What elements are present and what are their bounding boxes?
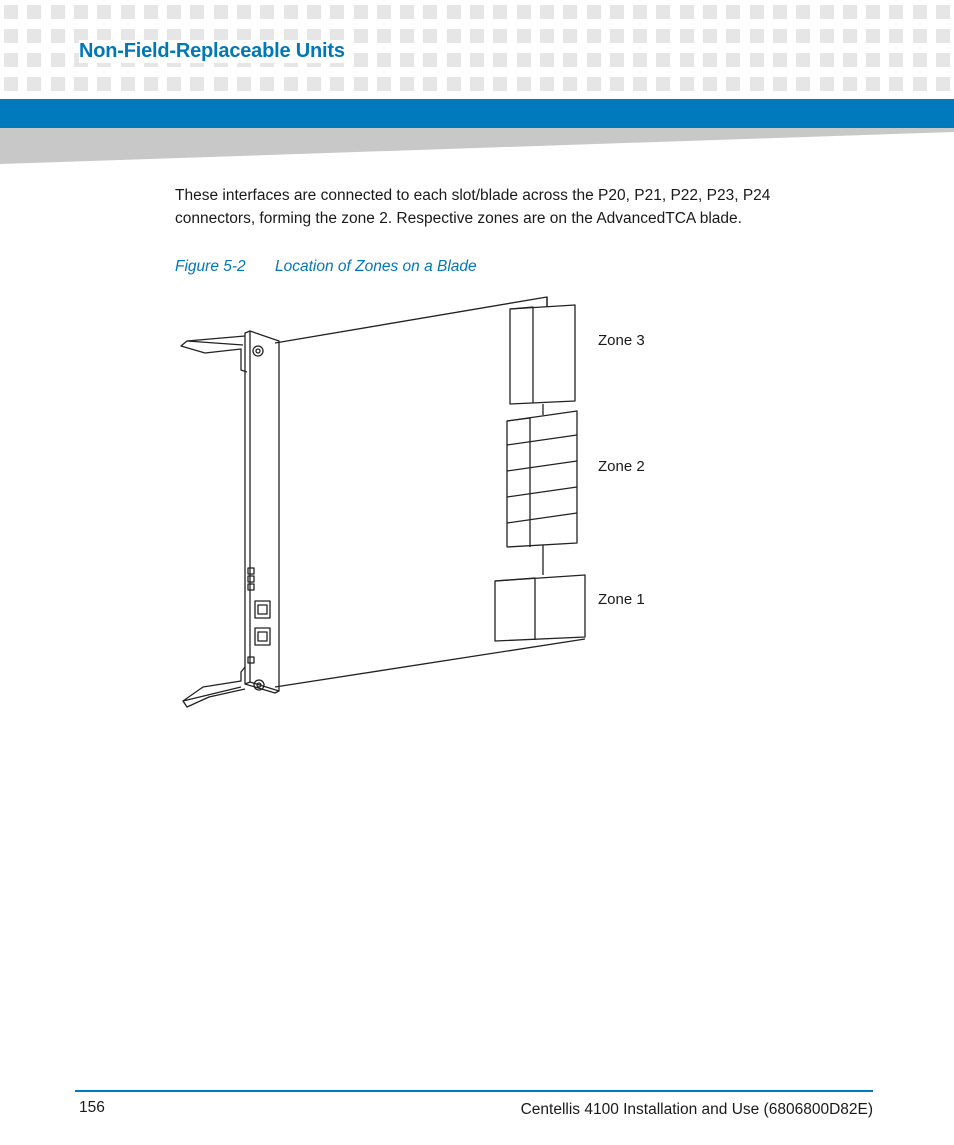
- header-dot: [726, 5, 740, 19]
- header-dot: [866, 77, 880, 91]
- header-dot: [773, 5, 787, 19]
- header-dot: [936, 77, 950, 91]
- header-dot: [214, 5, 228, 19]
- header-dot: [656, 5, 670, 19]
- header-dot: [260, 5, 274, 19]
- header-dot: [796, 53, 810, 67]
- led-2: [248, 576, 254, 582]
- header-dot: [936, 53, 950, 67]
- header-dot: [354, 53, 368, 67]
- header-dot: [796, 77, 810, 91]
- header-dot: [563, 77, 577, 91]
- header-dot: [633, 5, 647, 19]
- header-dot: [517, 77, 531, 91]
- header-dot: [74, 5, 88, 19]
- header-dot: [284, 77, 298, 91]
- port-1: [255, 601, 270, 618]
- header-dot: [4, 53, 18, 67]
- top-screw: [253, 346, 263, 356]
- header-dot: [936, 29, 950, 43]
- header-dot: [680, 5, 694, 19]
- header-dot: [354, 29, 368, 43]
- header-dot: [27, 5, 41, 19]
- header-dot: [773, 77, 787, 91]
- header-dot: [703, 77, 717, 91]
- header-dot: [656, 53, 670, 67]
- header-dot: [540, 53, 554, 67]
- led-3: [248, 584, 254, 590]
- led-4: [248, 657, 254, 663]
- header-dot: [703, 53, 717, 67]
- port-2: [255, 628, 270, 645]
- header-dot: [470, 29, 484, 43]
- header-dot: [610, 29, 624, 43]
- figure-caption: [175, 258, 477, 276]
- header-dot: [97, 5, 111, 19]
- section-title: Non-Field-Replaceable Units: [79, 40, 351, 63]
- header-dot: [144, 5, 158, 19]
- header-dot: [889, 53, 903, 67]
- footer-rule: [75, 1090, 873, 1092]
- header-dot: [843, 77, 857, 91]
- header-dot: [936, 5, 950, 19]
- header-dot: [190, 77, 204, 91]
- header-dot: [913, 29, 927, 43]
- header-dot: [587, 5, 601, 19]
- led-1: [248, 568, 254, 574]
- header-dot: [470, 77, 484, 91]
- header-dot: [447, 53, 461, 67]
- header-dot: [750, 77, 764, 91]
- header-dot: [843, 29, 857, 43]
- header-dot: [563, 5, 577, 19]
- zone3-label: Zone 3: [598, 332, 645, 349]
- header-dot: [237, 5, 251, 19]
- header-dot: [913, 5, 927, 19]
- document-title: Centellis 4100 Installation and Use (6806800D82E): [520, 1101, 873, 1118]
- header-dot: [680, 29, 694, 43]
- header-dot: [913, 53, 927, 67]
- header-dot: [703, 5, 717, 19]
- header-dot: [493, 29, 507, 43]
- header-dot: [587, 53, 601, 67]
- header-dot: [633, 77, 647, 91]
- header-dot: [377, 5, 391, 19]
- zone2-connectors: [507, 411, 577, 575]
- header-dot: [610, 5, 624, 19]
- header-dot: [423, 77, 437, 91]
- header-dot: [680, 53, 694, 67]
- header-dot: [330, 5, 344, 19]
- header-dot: [656, 29, 670, 43]
- header-dot: [540, 29, 554, 43]
- header-dot: [493, 53, 507, 67]
- header-dot: [843, 5, 857, 19]
- header-dot: [633, 29, 647, 43]
- header-dot: [190, 5, 204, 19]
- header-dot: [167, 5, 181, 19]
- header-dot: [97, 77, 111, 91]
- header-dot: [563, 29, 577, 43]
- header-dot: [447, 5, 461, 19]
- zone1-label: Zone 1: [598, 591, 645, 608]
- header-dot: [796, 29, 810, 43]
- header-dot: [307, 5, 321, 19]
- header-bar: [0, 99, 954, 128]
- header-dot: [493, 5, 507, 19]
- header-dot: [377, 53, 391, 67]
- header-dot: [121, 5, 135, 19]
- header-dot: [866, 5, 880, 19]
- blade-zones-diagram: [175, 295, 675, 715]
- header-dot: [260, 77, 274, 91]
- header-dot: [540, 5, 554, 19]
- header-dot: [820, 29, 834, 43]
- header-dot: [377, 29, 391, 43]
- header-dot: [633, 53, 647, 67]
- header-dot: [4, 77, 18, 91]
- header-dot: [587, 77, 601, 91]
- header-dot: [889, 29, 903, 43]
- figure-title: Location of Zones on a Blade: [275, 258, 477, 275]
- header-dot: [820, 77, 834, 91]
- header-dot: [423, 29, 437, 43]
- header-dot: [27, 77, 41, 91]
- header-dot: [354, 77, 368, 91]
- header-dot: [587, 29, 601, 43]
- header-dot: [493, 77, 507, 91]
- header-dot: [330, 77, 344, 91]
- page-number: 156: [79, 1099, 105, 1116]
- header-dot: [167, 77, 181, 91]
- header-dot: [447, 29, 461, 43]
- header-dot: [540, 77, 554, 91]
- header-dot: [610, 77, 624, 91]
- header-dot: [796, 5, 810, 19]
- header-dot: [610, 53, 624, 67]
- header-dot: [447, 77, 461, 91]
- header-dot: [237, 77, 251, 91]
- header-dot: [51, 5, 65, 19]
- header-dot: [354, 5, 368, 19]
- zone2-label: Zone 2: [598, 458, 645, 475]
- body-paragraph: These interfaces are connected to each slot/blade across the P20, P21, P22, P23, P24 connectors, forming the zone 2. Respective zones are on the AdvancedTCA blade.: [175, 187, 771, 227]
- header-dot: [517, 29, 531, 43]
- zone3-connector: [510, 305, 575, 404]
- header-dot: [400, 77, 414, 91]
- header-dot: [913, 77, 927, 91]
- header-dot: [820, 5, 834, 19]
- header-dot: [843, 53, 857, 67]
- header-dot: [4, 5, 18, 19]
- header-dot: [51, 77, 65, 91]
- header-dot: [470, 53, 484, 67]
- header-dot: [773, 29, 787, 43]
- header-dot: [866, 53, 880, 67]
- header-dot: [307, 77, 321, 91]
- header-dot: [656, 77, 670, 91]
- header-dot: [470, 5, 484, 19]
- header-dot: [74, 77, 88, 91]
- header-dot: [423, 53, 437, 67]
- bottom-handle: [183, 667, 245, 707]
- header-dot: [773, 53, 787, 67]
- header-dot: [889, 5, 903, 19]
- header-dot: [400, 53, 414, 67]
- header-dot: [517, 5, 531, 19]
- header-dot: [423, 5, 437, 19]
- header-dot: [377, 77, 391, 91]
- header-dot: [4, 29, 18, 43]
- header-dot: [214, 77, 228, 91]
- header-gray-wedge: [0, 128, 954, 164]
- header-dot: [703, 29, 717, 43]
- header-dot: [680, 77, 694, 91]
- header-dot: [51, 53, 65, 67]
- header-dot: [27, 53, 41, 67]
- header-dot: [726, 53, 740, 67]
- header-dot: [51, 29, 65, 43]
- header-dot: [27, 29, 41, 43]
- header-dot: [563, 53, 577, 67]
- header-dot: [726, 29, 740, 43]
- header-dot: [400, 5, 414, 19]
- zone1-connector: [495, 575, 585, 641]
- header-dot: [517, 53, 531, 67]
- header-dot: [820, 53, 834, 67]
- header-dot: [144, 77, 158, 91]
- header-dot: [750, 5, 764, 19]
- header-dot: [121, 77, 135, 91]
- header-dot: [889, 77, 903, 91]
- header-dot: [750, 29, 764, 43]
- header-dot: [866, 29, 880, 43]
- header-dot: [726, 77, 740, 91]
- header-dot: [750, 53, 764, 67]
- figure-number: Figure 5-2: [175, 258, 246, 275]
- header-dot: [284, 5, 298, 19]
- header-dot: [400, 29, 414, 43]
